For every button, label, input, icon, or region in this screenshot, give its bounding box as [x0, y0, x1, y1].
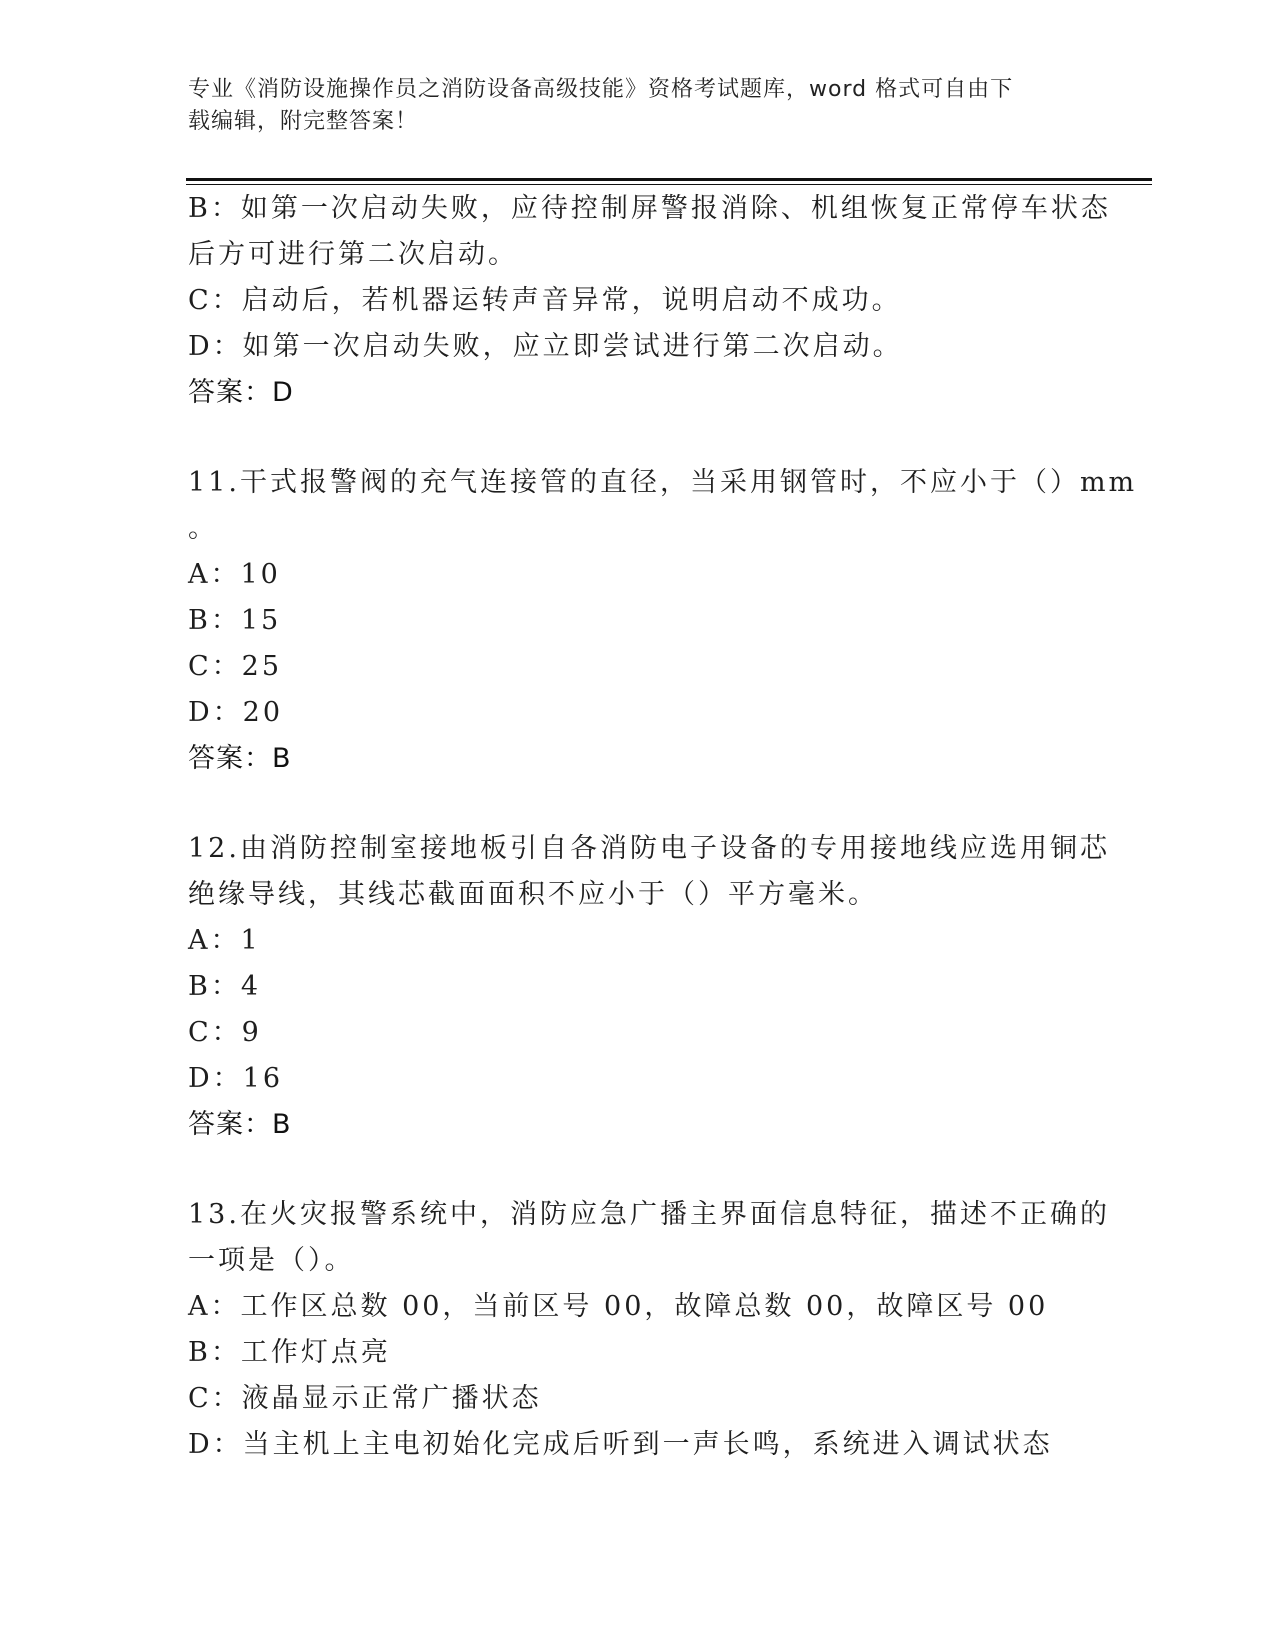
option-d: D：当主机上主电初始化完成后听到一声长鸣，系统进入调试状态 — [188, 1429, 1053, 1460]
question-11 — [188, 460, 1138, 782]
question-stem-line-2: 。 — [188, 513, 218, 544]
option-d: D：16 — [188, 1063, 284, 1094]
spacer — [188, 782, 1088, 826]
answer: 答案：B — [188, 743, 292, 774]
option-b-line-1: B：如第一次启动失败，应待控制屏警报消除、机组恢复正常停车状态 — [188, 193, 1111, 224]
answer: 答案：D — [188, 377, 294, 408]
question-stem-line-1: 11.干式报警阀的充气连接管的直径，当采用钢管时，不应小于（）mm — [188, 467, 1138, 498]
header-divider-thin — [186, 184, 1152, 185]
option-b: B：4 — [188, 971, 262, 1002]
answer: 答案：B — [188, 1109, 292, 1140]
option-d: D：20 — [188, 697, 284, 728]
spacer — [188, 416, 1088, 460]
question-list — [188, 186, 1138, 1468]
option-c: C：启动后，若机器运转声音异常，说明启动不成功。 — [188, 285, 902, 316]
question-stem-line-1: 12.由消防控制室接地板引自各消防电子设备的专用接地线应选用铜芯 — [188, 833, 1110, 864]
option-d: D：如第一次启动失败，应立即尝试进行第二次启动。 — [188, 331, 903, 362]
option-b: B：15 — [188, 605, 282, 636]
question-13 — [188, 1192, 1110, 1468]
option-c: C：9 — [188, 1017, 262, 1048]
spacer — [188, 1148, 1088, 1192]
question-stem-line-2: 一项是（）。 — [188, 1245, 355, 1276]
question-stem-line-2: 绝缘导线，其线芯截面面积不应小于（）平方毫米。 — [188, 879, 878, 910]
option-b: B：工作灯点亮 — [188, 1337, 391, 1368]
header-line-1: 专业《消防设施操作员之消防设备高级技能》资格考试题库，word 格式可自由下 — [188, 77, 1014, 102]
header-divider-thick — [186, 178, 1152, 181]
option-a: A：工作区总数 00，当前区号 00，故障总数 00，故障区号 00 — [188, 1291, 1049, 1322]
question-stem-line-1: 13.在火灾报警系统中，消防应急广播主界面信息特征，描述不正确的 — [188, 1199, 1110, 1230]
option-c: C：25 — [188, 651, 283, 682]
option-a: A：10 — [188, 559, 281, 590]
header-line-2: 载编辑，附完整答案！ — [188, 109, 419, 134]
question-10-continuation — [188, 186, 1111, 416]
document-header — [188, 74, 1068, 138]
option-c: C：液晶显示正常广播状态 — [188, 1383, 542, 1414]
question-12 — [188, 826, 1110, 1148]
option-b-line-2: 后方可进行第二次启动。 — [188, 239, 518, 270]
option-a: A：1 — [188, 925, 261, 956]
